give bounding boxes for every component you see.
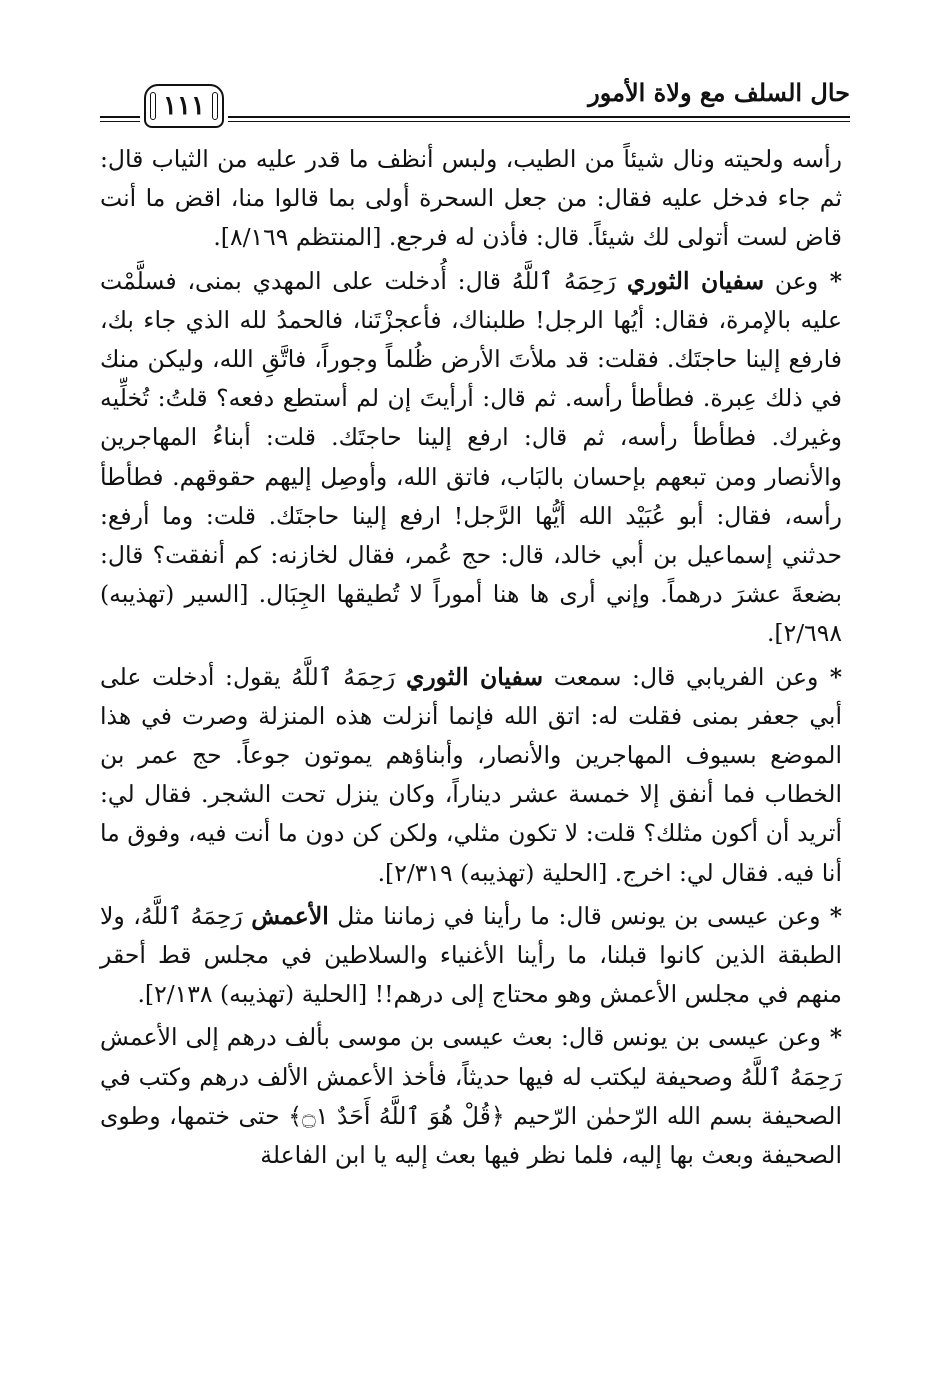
bullet-star: * [820, 901, 842, 930]
paragraph [100, 262, 842, 654]
paragraph [100, 658, 842, 893]
header-rule [100, 121, 140, 122]
narrator-name: الأعمش [251, 901, 329, 930]
bullet-star: * [820, 1023, 842, 1052]
header-rule [100, 116, 140, 118]
text-segment: وعن [764, 266, 819, 295]
bullet-star: * [818, 266, 842, 295]
narrator-name: سفيان الثوري [405, 662, 544, 691]
text-segment: رأسه ولحيته ونال شيئاً من الطيب، ولبس أنظف ما قدر عليه من الثياب قال: ثم جاء فدخل عليه فقال: من جعل السحرة أولى بما قالوا منا، اقض ما أنت قاض لست أتولى لك شيئاً. قال: فأذن له فرجع. [المنتظم ٨/١٦٩]. [100, 145, 842, 252]
text-segment: وعن الفريابي قال: سمعت [543, 662, 819, 691]
bullet-star: * [818, 662, 842, 691]
text-segment: وعن عيسى بن يونس قال: بعث عيسى بن موسى بألف درهم إلى الأعمش رَحِمَهُ ٱللَّهُ وصحيفة ليكتب له فيها حديثاً، فأخذ الأعمش الألف درهم وكتب في الصحيفة بسم الله الرّحمٰن الرّحيم ﴿قُلْ هُوَ ٱللَّهُ أَحَدٌ ۝١﴾ حتى ختمها، وطوى الصحيفة وبعث بها إليه، فلما نظر فيها بعث إليه يا ابن الفاعلة [100, 1023, 842, 1170]
text-segment: وعن عيسى بن يونس قال: ما رأينا في زماننا مثل [328, 901, 821, 930]
text-segment: رَحِمَهُ ٱللَّهُ يقول: أدخلت على أبي جعفر بمنى فقلت له: اتق الله فإنما أنزلت هذه المنزلة وصرت في هذا الموضع بسيوف المهاجرين والأنصار، وأبناؤهم يموتون جوعاً. حج عمر بن الخطاب فما أنفق إلا خمسة عشر ديناراً، وكان ينزل تحت الشجر. فقال لي: أتريد أن أكون مثلك؟ قلت: لا تكون مثلي، ولكن كن دون ما أنت فيه، وفوق ما أنا فيه. فقال لي: اخرج. [الحلية (تهذيبه) ٢/٣١٩]. [100, 662, 842, 887]
header-rule [228, 116, 850, 118]
header-rule [228, 121, 850, 122]
running-title: حال السلف مع ولاة الأمور [588, 78, 850, 107]
paragraph [100, 140, 842, 258]
page-number-frame [144, 84, 224, 128]
page-number: ١١١ [163, 91, 205, 121]
text-segment: رَحِمَهُ ٱللَّهُ، ولا الطبقة الذين كانوا قبلنا، ما رأينا الأغنياء والسلاطين في مجلس قط أحقر منهم في مجلس الأعمش وهو محتاج إلى درهم!! [الحلية (تهذيبه) ٢/١٣٨]. [100, 901, 842, 1009]
paragraph [100, 1018, 842, 1175]
text-segment: رَحِمَهُ ٱللَّهُ قال: أُدخلت على المهدي بمنى، فسلَّمْت عليه بالإمرة، فقال: أيُها الرجل! طلبناك، فأعجزْتَنا، فالحمدُ لله الذي جاء بك، فارفع إلينا حاجتَك. فقلت: قد ملأتَ الأرض ظُلماً وجوراً، فاتَّقِ الله، وليكن منك في ذلك عِبرة. فطأطأ رأسه. ثم قال: أرأيتَ إن لم أستطع دفعه؟ قلتُ: تُخلِّيه وغيرك. فطأطأ رأسه، ثم قال: ارفع إلينا حاجتَك. قلت: أبناءُ المهاجرين والأنصار ومن تبعهم بإحسان بالبَاب، فاتق الله، وأوصِل إليهم حقوقهم. فطأطأ رأسه، فقال: أبو عُبَيْد الله أيُّها الرَّجل! ارفع إلينا حاجتَك. قلت: وما أرفع: حدثني إسماعيل بن أبي خالد، قال: حج عُمر، فقال لخازنه: كم أنفقت؟ قال: بضعةَ عشرَ درهماً. وإني أرى ها هنا أموراً لا تُطيقها الجِبَال. [السير (تهذيبه) ٢/٦٩٨]. [100, 266, 842, 648]
body-text [100, 140, 842, 1175]
narrator-name: سفيان الثوري [626, 266, 765, 295]
page-header [100, 72, 850, 128]
paragraph [100, 897, 842, 1015]
